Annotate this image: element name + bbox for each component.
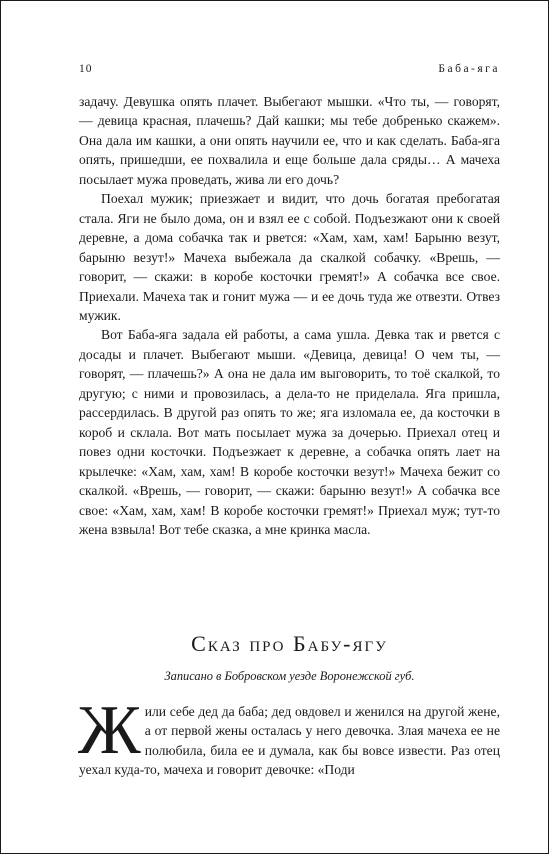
- paragraph: Вот Баба-яга задала ей работы, а сама ушла. Девка так и рвется с досады и плачет. Выбегают мыши. «Девица, девица! О чем ты, — говорят, — плачешь?» А она не дала им выговорить, то тоё скалкой, то другую; с ними и провозилась, а дела-то не приделала. Яга пришла, рассердилась. В другой раз опять то же; яга изломала ее, да косточки в короб и склала. Вот мать посылает мужа за дочерью. Приехал отец и повез одни косточки. Подъезжает к деревне, а собачка опять лает на крылечке: «Хам, хам, хам! В коробе косточки везут!» Мачеха бежит со скалкой. «Врешь, — говорит, — скажи: барыню везут!» А собачка все свое: «Хам, хам, хам! В коробе косточки гремят!» Приехал муж; тут-то жена взвыла! Вот тебе сказка, а мне кринка масла.: [79, 327, 500, 537]
- drop-cap: Ж: [78, 692, 141, 769]
- page-number: 10: [79, 63, 93, 75]
- paragraph: задачу. Девушка опять плачет. Выбегают мышки. «Что ты, — говорят, — девица красная, плачешь? Дай кашки; мы тебе добренько скажем». Она дала им кашки, а они опять научили ее, что и как сделать. Баба-яга опять, пришедши, ее похвалила и еще больше дала сряды… А мачеха посылает мужа проведать, жива ли его дочь?: [79, 94, 500, 187]
- paragraph: Поехал мужик; приезжает и видит, что дочь богатая пребогатая стала. Яги не было дома, он и взял ее с собой. Подъезжают они к своей деревне, а дома собачка так и рвется: «Хам, хам, хам! Барыню везут, барыню везут!» Мачеха выбежала да скалкой собачку. «Врешь, — говорит, — скажи: в коробе косточки гремят!» А собачка все свое. Приехали. Мачеха так и гонит мужа — и ее дочь туда же отвезти. Отвез мужик.: [79, 191, 500, 323]
- story-text: [79, 92, 500, 539]
- running-header: [79, 63, 500, 79]
- running-title: Баба-яга: [438, 63, 500, 75]
- tale-title: Сказ про Бабу-ягу: [191, 631, 388, 656]
- tale-subtitle: Записано в Бобровском уезде Воронежской губ.: [164, 669, 415, 683]
- tale-opening-text: или себе дед да баба; дед овдовел и женился на другой жене, а от первой жены осталась у него девочка. Злая мачеха ее не полюбила, била ее и думала, как бы вовсе извести. Раз отец уехал куда-то, мачеха и говорит девочке: «Поди: [79, 704, 500, 778]
- tale-opening: [78, 692, 500, 780]
